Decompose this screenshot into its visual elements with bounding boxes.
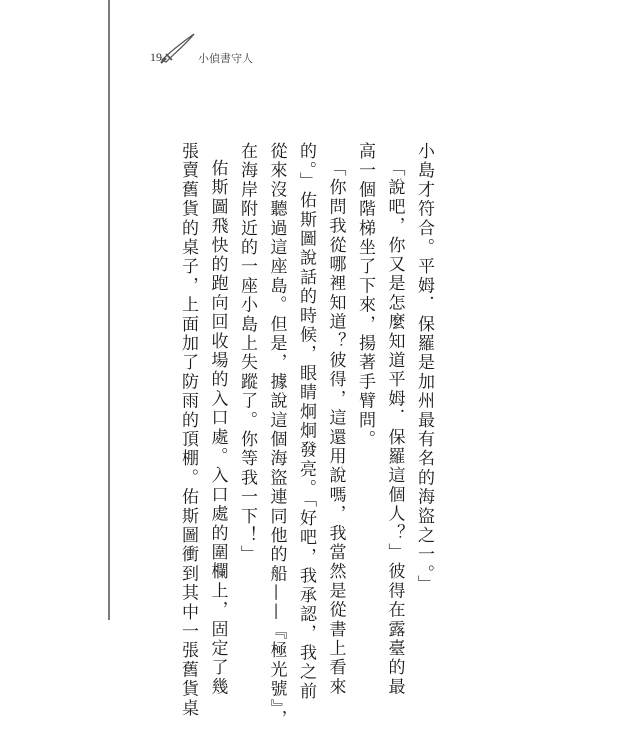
text-column: 張賣舊貨的桌子，上面加了防雨的頂棚。佑斯圖衝到其中一張舊貨桌 <box>178 142 198 718</box>
page-number: 19 <box>150 50 162 64</box>
text-column: 從來沒聽過這座島。但是，據說這個海盜連同他的船——『極光號』， <box>266 142 287 729</box>
text-column: 高一個階梯坐了下來，揚著手臂問。 <box>355 142 375 450</box>
text-column: 小島才符合。平姆．保羅是加州最有名的海盜之一。」 <box>414 142 434 595</box>
text-column: 佑斯圖飛快的跑向回收場的入口處。入口處的圍欄上，固定了幾 <box>207 159 228 697</box>
text-column: 的。」佑斯圖說話的時候，眼睛炯炯發亮。「好吧，我承認，我之前 <box>296 142 316 701</box>
text-column: 「你問我從哪裡知道？彼得，這還用說嗎，我當然是從書上看來 <box>325 159 346 697</box>
text-column: 「說吧，你又是怎麼知道平姆．保羅這個人？」彼得在露臺的最 <box>384 159 405 697</box>
running-title: 小偵書守人 <box>198 52 253 65</box>
body-text <box>173 142 439 729</box>
page-edge-line <box>108 0 110 620</box>
sword-icon <box>158 30 198 66</box>
text-column: 在海岸附近的一座小島上失蹤了。你等我一下！」 <box>237 142 257 565</box>
